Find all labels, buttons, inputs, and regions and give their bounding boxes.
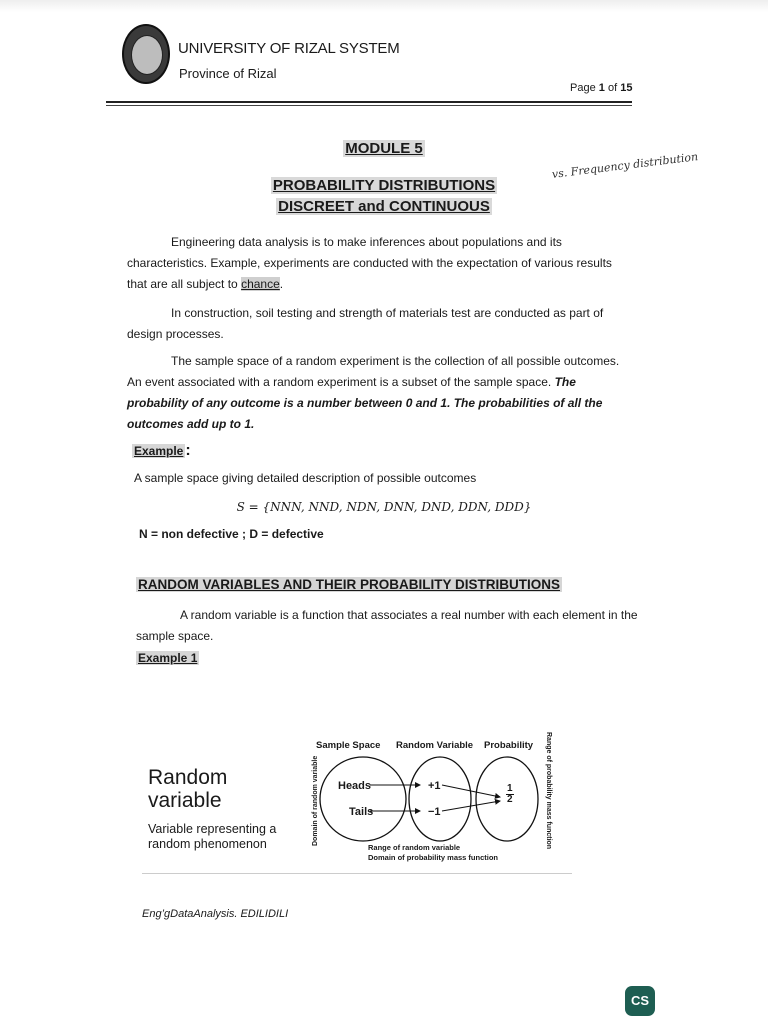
label-probability: Probability — [484, 740, 534, 751]
province-name: Province of Rizal — [179, 66, 277, 81]
university-name: UNIVERSITY OF RIZAL SYSTEM — [178, 40, 400, 57]
outcome-heads: Heads — [338, 780, 372, 792]
example1-heading: Example 1 — [138, 651, 198, 665]
page-number: Page 1 of 15 — [570, 82, 633, 94]
label-domain-pmf: Domain of probability mass function — [368, 853, 499, 862]
header-rule-thin — [106, 105, 632, 106]
scan-edge — [0, 0, 768, 12]
sample-space-formula: S = {NNN, NND, NDN, DNN, DND, DDN, DDD} — [236, 500, 532, 514]
handwritten-note: vs. Frequency distribution — [551, 150, 699, 181]
sample-space-circle — [320, 757, 406, 841]
label-domain-rv: Domain of random variable — [312, 755, 319, 846]
label-random-variable: Random Variable — [396, 740, 474, 751]
paragraph-sample-space: The sample space of a random experiment is the collection of all possible outcomes. An event associated with a random experiment is a subset of the sample space. The probability of any outcome is a number between 0 and 1. The probabilities of all the outcomes add up to 1. — [127, 354, 620, 431]
random-variable-circle — [409, 757, 471, 841]
outcome-tails: Tails — [349, 806, 374, 818]
value-plus-one: +1 — [428, 780, 441, 792]
example-text: A sample space giving detailed description of possible outcomes — [134, 471, 477, 485]
value-minus-one: −1 — [428, 806, 441, 818]
highlighted-word: chance — [241, 277, 280, 291]
probability-half: 1 2 — [507, 783, 513, 805]
label-range-rv: Range of random variable — [368, 843, 461, 852]
figure-title: Random variable — [148, 766, 228, 812]
label-range-pmf: Range of probability mass function — [545, 732, 552, 850]
topic-title-line2: DISCREET and CONTINUOUS — [278, 198, 490, 215]
paragraph-intro: Engineering data analysis is to make inferences about populations and its characteristics. Example, experiments are conducted with the expectation of various results that are all subject to chance. — [127, 235, 612, 291]
topic-title-line1: PROBABILITY DISTRIBUTIONS — [272, 177, 496, 194]
figure-subtitle: Variable representing a random phenomenon — [148, 822, 277, 851]
module-title: MODULE 5 — [345, 140, 423, 157]
figure-divider — [142, 873, 572, 874]
camscanner-logo: CS — [625, 986, 655, 1016]
defect-legend: N = non defective ; D = defective — [139, 527, 324, 541]
university-seal — [122, 24, 170, 84]
header-rule — [106, 101, 632, 103]
paragraph-construction: In construction, soil testing and strength of materials test are conducted as part of design processes. — [127, 306, 604, 341]
paragraph-random-variable: A random variable is a function that associates a real number with each element in the sample space. — [136, 608, 638, 643]
example-heading: Example : — [134, 442, 191, 459]
section-heading: RANDOM VARIABLES AND THEIR PROBABILITY DISTRIBUTIONS — [138, 577, 561, 592]
footer-text: Eng’gDataAnalysis. EDILIDILI — [142, 908, 289, 920]
label-sample-space: Sample Space — [316, 740, 381, 751]
random-variable-diagram — [300, 755, 560, 855]
